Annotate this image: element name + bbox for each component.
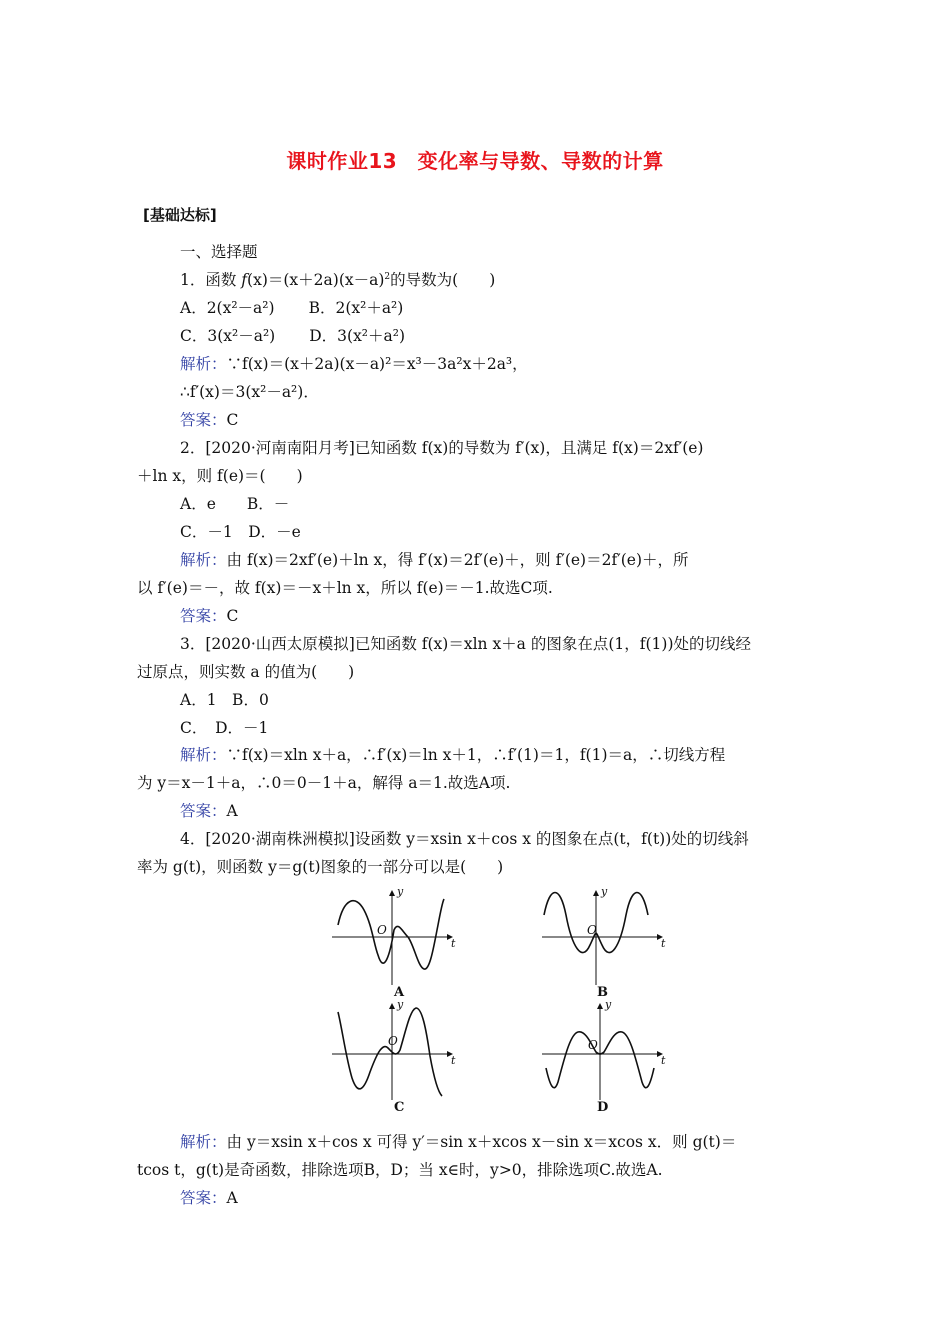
q3-answer: 答案：A <box>180 802 238 820</box>
analysis-label: 解析： <box>180 1133 227 1151</box>
q1-options-ab <box>180 298 860 318</box>
q4-stem-line1: 4．[2020·湖南株洲模拟]设函数 y＝xsin x＋cos x 的图象在点(t，f(t))处的切线斜 <box>180 830 749 848</box>
part-heading: 一、选择题 <box>180 243 258 261</box>
q1-option-d: D．3(x²＋a²) <box>309 327 406 345</box>
page-title: 课时作业13 变化率与导数、导数的计算 <box>286 149 664 173</box>
axis-y-label: y <box>397 998 404 1011</box>
analysis-label: 解析： <box>180 551 227 569</box>
q1-solution-line1: 解析：∵f(x)＝(x＋2a)(x－a)²＝x³－3a²x＋2a³， <box>180 355 528 373</box>
answer-label: 答案： <box>180 802 227 820</box>
q4-solution-line2: tcos t，g(t)是奇函数，排除选项B，D；当 x∈时，y>0，排除选项C.故选A. <box>137 1161 663 1179</box>
q3-stem-line2: 过原点，则实数 a 的值为( ) <box>137 663 355 681</box>
analysis-label: 解析： <box>180 746 227 764</box>
axis-y-label: y <box>605 998 612 1011</box>
q3-solution-line1: 解析：∵f(x)＝xln x＋a，∴f′(x)＝ln x＋1，∴f′(1)＝1，f(1)＝a，∴切线方程 <box>180 746 726 764</box>
graph-option-b <box>540 885 670 1000</box>
answer-label: 答案： <box>180 411 227 429</box>
q3-stem-line1: 3．[2020·山西太原模拟]已知函数 f(x)＝xln x＋a 的图象在点(1，f(1))处的切线经 <box>180 635 751 653</box>
axis-t-label: t <box>451 937 456 950</box>
axis-t-label: t <box>661 1054 666 1067</box>
q1-answer: 答案：C <box>180 411 239 429</box>
q2-answer: 答案：C <box>180 607 239 625</box>
origin-label: O <box>587 923 597 937</box>
q3-solution-line2: 为 y＝x－1＋a，∴0＝0－1＋a，解得 a＝1.故选A项. <box>137 774 511 792</box>
q2-solution-line2: 以 f′(e)＝－，故 f(x)＝－x＋ln x，所以 f(e)＝－1.故选C项. <box>137 579 553 597</box>
q2-stem-line2: ＋ln x，则 f(e)＝( ) <box>137 467 303 485</box>
graph-option-c <box>330 998 460 1115</box>
graph-option-d <box>540 998 670 1115</box>
origin-label: O <box>388 1034 398 1048</box>
axis-y-label: y <box>601 885 608 898</box>
section-heading: [基础达标] <box>143 206 217 224</box>
axis-t-label: t <box>451 1054 456 1067</box>
answer-label: 答案： <box>180 607 227 625</box>
q2-solution-line1: 解析：由 f(x)＝2xf′(e)＋ln x，得 f′(x)＝2f′(e)＋，则 f′(e)＝2f′(e)＋，所 <box>180 551 689 569</box>
analysis-label: 解析： <box>180 355 227 373</box>
graph-option-a <box>330 885 460 1000</box>
q1-options-cd <box>180 326 860 346</box>
caption-c: C <box>394 1100 405 1115</box>
q4-stem-line2: 率为 g(t)，则函数 y＝g(t)图象的一部分可以是( ) <box>137 858 504 876</box>
answer-label: 答案： <box>180 1189 227 1207</box>
q2-options-ab: A．e B．－ <box>180 495 290 513</box>
q4-solution-line1: 解析：由 y＝xsin x＋cos x 可得 y′＝sin x＋xcos x－sin x＝xcos x．则 g(t)＝ <box>180 1133 737 1151</box>
q3-options-cd: C． D．－1 <box>180 719 269 737</box>
origin-label: O <box>588 1038 598 1052</box>
q1-option-a: A．2(x²－a²) <box>180 299 275 317</box>
q1-option-c: C．3(x²－a²) <box>180 327 276 345</box>
q1-option-b: B．2(x²＋a²) <box>308 299 404 317</box>
axis-y-label: y <box>397 885 404 898</box>
origin-label: O <box>377 923 387 937</box>
q1-solution-line2: ∴f′(x)＝3(x²－a²)． <box>180 383 319 401</box>
q2-options-cd: C．－1 D．－e <box>180 523 301 541</box>
q3-options-ab: A．1 B．0 <box>180 691 269 709</box>
q1-stem: 1．函数 $f(x)=(x+2a)(x-a)^2$的导数为( ) <box>180 271 496 289</box>
q2-stem-line1: 2．[2020·河南南阳月考]已知函数 f(x)的导数为 f′(x)，且满足 f(x)＝2xf′(e) <box>180 439 704 457</box>
caption-a: A <box>394 985 405 1000</box>
q4-answer: 答案：A <box>180 1189 238 1207</box>
caption-b: B <box>597 985 608 1000</box>
caption-d: D <box>597 1100 609 1115</box>
axis-t-label: t <box>661 937 666 950</box>
